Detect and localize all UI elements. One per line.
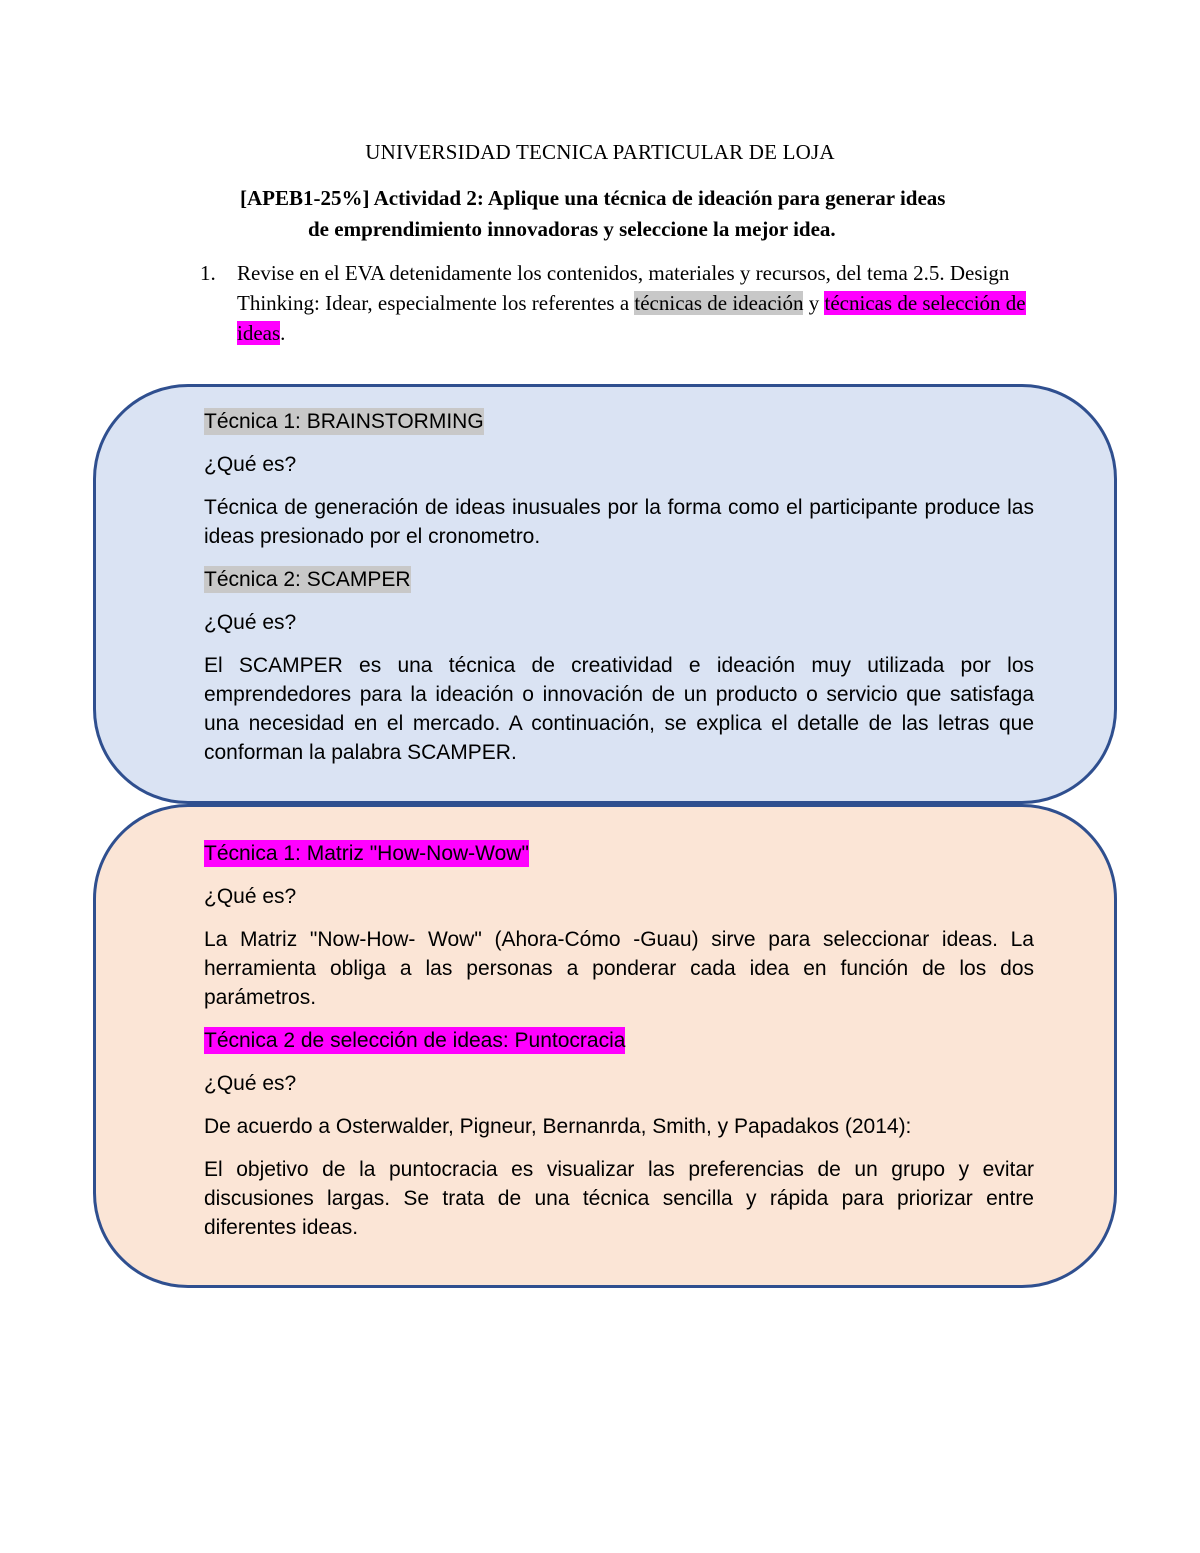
puntocracia-description: El objetivo de la puntocracia es visualizar las preferencias de un grupo y evitar discusiones largas. Se trata de una técnica sencilla y rápida para priorizar entre diferentes ideas.: [204, 1158, 1034, 1239]
activity-heading: [240, 183, 1040, 245]
ideation-techniques-highlight: técnicas de ideación: [634, 291, 804, 315]
brainstorming-question: ¿Qué es?: [204, 453, 297, 476]
selection-box-content: [204, 839, 1034, 1256]
selection-techniques-highlight: técnicas de selección de ideas: [237, 291, 1026, 345]
how-now-wow-description: La Matriz "Now-How- Wow" (Ahora-Cómo -Guau) sirve para seleccionar ideas. La herramienta obliga a las personas a ponderar cada idea en función de los dos parámetros.: [204, 928, 1034, 1009]
university-title: UNIVERSIDAD TECNICA PARTICULAR DE LOJA: [365, 140, 835, 164]
instruction-list-item: [200, 258, 1040, 348]
scamper-title: Técnica 2: SCAMPER: [204, 568, 411, 591]
instruction-text-end: .: [280, 321, 286, 345]
ideation-techniques-box: [93, 384, 1117, 804]
scamper-question: ¿Qué es?: [204, 611, 297, 634]
instruction-text: [237, 258, 1040, 348]
how-now-wow-question: ¿Qué es?: [204, 885, 297, 908]
brainstorming-title: Técnica 1: BRAINSTORMING: [204, 410, 484, 433]
brainstorming-description: Técnica de generación de ideas inusuales por la forma como el participante produce las ideas presionado por el cronometro.: [204, 496, 1034, 548]
activity-heading-line2: de emprendimiento innovadoras y seleccione la mejor idea.: [308, 217, 836, 241]
puntocracia-title: Técnica 2 de selección de ideas: Puntocracia: [204, 1029, 626, 1052]
instruction-text-middle: y: [803, 291, 825, 315]
scamper-description: El SCAMPER es una técnica de creatividad e ideación muy utilizada por los emprendedores para la ideación o innovación de un producto o servicio que satisfaga una necesidad en el mercado. A continuación, se explica el detalle de las letras que conforman la palabra SCAMPER.: [204, 654, 1034, 764]
puntocracia-question: ¿Qué es?: [204, 1072, 297, 1095]
instruction-text-start: Revise en el EVA detenidamente los contenidos, materiales y recursos, del tema 2.5. Design Thinking: Idear, especialmente los referentes a: [237, 261, 1010, 315]
activity-heading-line1: [APEB1-25%] Actividad 2: Aplique una técnica de ideación para generar ideas: [240, 186, 946, 210]
how-now-wow-title: Técnica 1: Matriz "How-Now-Wow": [204, 842, 529, 865]
selection-techniques-box: [93, 804, 1117, 1288]
puntocracia-source: De acuerdo a Osterwalder, Pigneur, Bernanrda, Smith, y Papadakos (2014):: [204, 1115, 912, 1138]
ideation-box-content: [204, 407, 1034, 781]
list-number: 1.: [200, 261, 216, 285]
